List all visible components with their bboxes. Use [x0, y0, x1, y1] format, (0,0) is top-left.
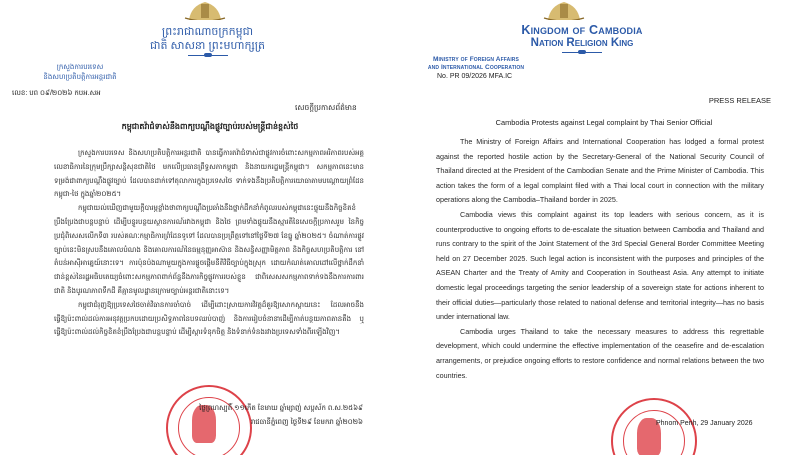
place-date: រាជធានីភ្នំពេញ ថ្ងៃទី២៩ ខែមករា ឆ្នាំ២០២៦: [250, 419, 363, 426]
ministry-line-1: ក្រសួងការបរទេស: [56, 64, 104, 71]
paragraph: Cambodia views this complaint against its top leaders with serious concern, as it is counterproductive to ongoing efforts to de-escalate the situation between Cambodia and Thailand and runs contrary to the spirit of the Joint Statement of the 3rd Special General Border Committee Meeting held on 27 December 2025. Such legal action is inconsistent with the purposes and principles of the ASEAN Charter and the Treaty of Amity and Cooperation in Southeast Asia. Any attempt to initiate domestic legal proceedings targeting the senior leadership of a sovereign state for actions inherent to their official duties—particularly those related to national defense and territorial integrity—has no basis under international law.: [436, 209, 764, 322]
document-type: សេចក្តីប្រកាសព័ត៌មាន: [295, 103, 357, 112]
kingdom-line-1: ព្រះរាជាណាចក្រកម្ពុជា: [161, 26, 254, 38]
dateline: [158, 402, 363, 430]
paragraph: កម្ពុជាយល់ឃើញជាមួយក្តីបារម្ភខ្លាំងថាពាក្យបណ្តឹងប្រឆាំងនឹងថ្នាក់ដឹកនាំកំពូលរបស់កម្ពុជានេះផ្ទុយនឹងកិច្ចខិតខំប្រឹងប្រែងជាបន្តបន្ទាប់ ដើម្បីបន្ធូរបន្ថយស្ថានការណ៍រវាងកម្ពុជា និងថៃ ព្រមទាំងផ្ទុយនឹងស្មារតីនៃសេចក្តីប្រកាសរួម នៃកិច្ចប្រជុំពិសេសលើកទី៣ របស់គណៈកម្មាធិការព្រំដែនទូទៅ ដែលបានប្រព្រឹត្តទៅនៅថ្ងៃទី២៧ ខែធ្នូ ឆ្នាំ២០២៥។ ចំណាត់ការផ្លូវច្បាប់នេះមិនស្របនឹងគោលបំណង និងគោលការណ៍នៃធម្មនុញ្ញអាស៊ាន និងសន្ធិសញ្ញាមិត្តភាព និងកិច្ចសហប្រតិបត្តិការ នៅតំបន់អាស៊ីអាគ្នេយ៍នោះទេ។ ការប៉ុនប៉ងណាមួយក្នុងការផ្តួចផ្តើមនីតិវិធីច្បាប់ក្នុងស្រុក ដោយកំណត់គោលដៅលើថ្នាក់ដឹកនាំជាន់ខ្ពស់នៃរដ្ឋអធិបតេយ្យចំពោះសកម្មភាពពាក់ព័ន្ធនឹងភារកិច្ចផ្លូវការរបស់ខ្លួន ជាពិសេសសកម្មភាពទាក់ទងនឹងការការពារជាតិ និងបូរណភាពទឹកដី គឺគ្មានមូលដ្ឋានក្រោមច្បាប់អន្តរជាតិនោះទេ។: [54, 205, 364, 295]
ornament-divider: [188, 55, 228, 56]
kingdom-header: [120, 25, 295, 56]
paragraph: The Ministry of Foreign Affairs and International Cooperation has lodged a formal protest against the reported hostile action by the Secretary-General of the National Security Council of Thailand directed at the President of the Cambodian Senate and the Prime Minister of Cambodia. This action takes the form of a legal complaint filed with a Thai local court in connection with the military operations along the Cambodia–Thailand border in 2025.: [436, 137, 764, 205]
kingdom-line-2: ជាតិ សាសនា ព្រះមហាក្សត្រ: [149, 40, 266, 52]
ministry-line-1: Ministry of Foreign Affairs: [433, 56, 519, 63]
document-body: [436, 135, 764, 383]
kingdom-header: [492, 23, 672, 53]
ministry-header: [420, 56, 532, 71]
english-press-release-page: [412, 0, 809, 455]
document-title: Cambodia Protests against Legal complaint by Thai Senior Official: [495, 118, 713, 127]
document-title: កម្ពុជាតវ៉ាជំទាស់នឹងពាក្យបណ្តឹងផ្លូវច្បាប់របស់មន្ត្រីជាន់ខ្ពស់ថៃ: [121, 122, 299, 131]
royal-arms-emblem-icon: [542, 0, 586, 20]
royal-arms-emblem-icon: [183, 0, 227, 20]
document-body: [54, 147, 364, 340]
paragraph: កម្ពុជាជំរុញឱ្យប្រទេសថៃចាត់វិធានការចាំបាច់ ដើម្បីដោះស្រាយការវិវត្តដ៏គួរឱ្យសោកស្តាយនេះ ដែលអាចនឹងធ្វើឱ្យប៉ះពាល់ដល់ការអនុវត្តប្រកបដោយប្រសិទ្ធភាពនៃបទឈប់បាញ់ និងការរៀបចំនានាដើម្បីកាត់បន្ថយភាពតានតឹង ឬធ្វើឱ្យប៉ះពាល់ដល់កិច្ចខិតខំប្រឹងប្រែងជាបន្តបន្ទាប់ ដើម្បីស្តារទំនុកចិត្ត និងទំនាក់ទំនងរវាងប្រទេសទាំងពីរឡើងវិញ។: [54, 301, 364, 337]
kingdom-line-1: Kingdom of Cambodia: [521, 23, 643, 37]
reference-number: លេខ: បព ០៩/២០២៦ កបអ.សអ: [12, 90, 101, 97]
kingdom-line-2: Nation Religion King: [530, 37, 634, 49]
paragraph: Cambodia urges Thailand to take the necessary measures to address this regrettable development, which could undermine the effective implementation of the ceasefire and de-escalation arrangements, or prejudice ongoing efforts to restore confidence and normal relations between the two countries.: [436, 326, 764, 380]
lunar-date: ថ្ងៃព្រហស្បតិ៍ ១១កើត ខែមាឃ ឆ្នាំម្សាញ់ សប្តស័ក ព.ស.២៥៦៩: [199, 405, 363, 412]
ministry-line-2: និងសហប្រតិបត្តិការអន្តរជាតិ: [43, 74, 117, 81]
ministry-line-2: and International Cooperation: [427, 63, 525, 71]
reference-number: No. PR 09/2026 MFA.IC: [437, 73, 513, 80]
dateline: Phnom Penh, 29 January 2026: [656, 420, 753, 427]
ministry-header: [35, 63, 125, 83]
paragraph: ក្រសួងការបរទេស និងសហប្រតិបត្តិការអន្តរជាតិ បានធ្វើការតវ៉ាជំទាស់ជាផ្លូវការចំពោះសកម្មភាពអរិភាពរបស់អគ្គលេខាធិការនៃក្រុមប្រឹក្សាសន្តិសុខជាតិថៃ មកលើប្រធានព្រឹទ្ធសភាកម្ពុជា និងនាយករដ្ឋមន្ត្រីកម្ពុជា។ សកម្មភាពនេះមានទម្រង់ជាពាក្យបណ្តឹងផ្លូវច្បាប់ ដែលបានដាក់ទៅតុលាការក្នុងប្រទេសថៃ ទាក់ទងនឹងប្រតិបត្តិការយោធាតាមបណ្តោយព្រំដែនកម្ពុជា-ថៃ ក្នុងឆ្នាំ២០២៥។: [54, 150, 364, 199]
document-type: PRESS RELEASE: [708, 96, 771, 105]
ornament-divider: [562, 52, 602, 53]
